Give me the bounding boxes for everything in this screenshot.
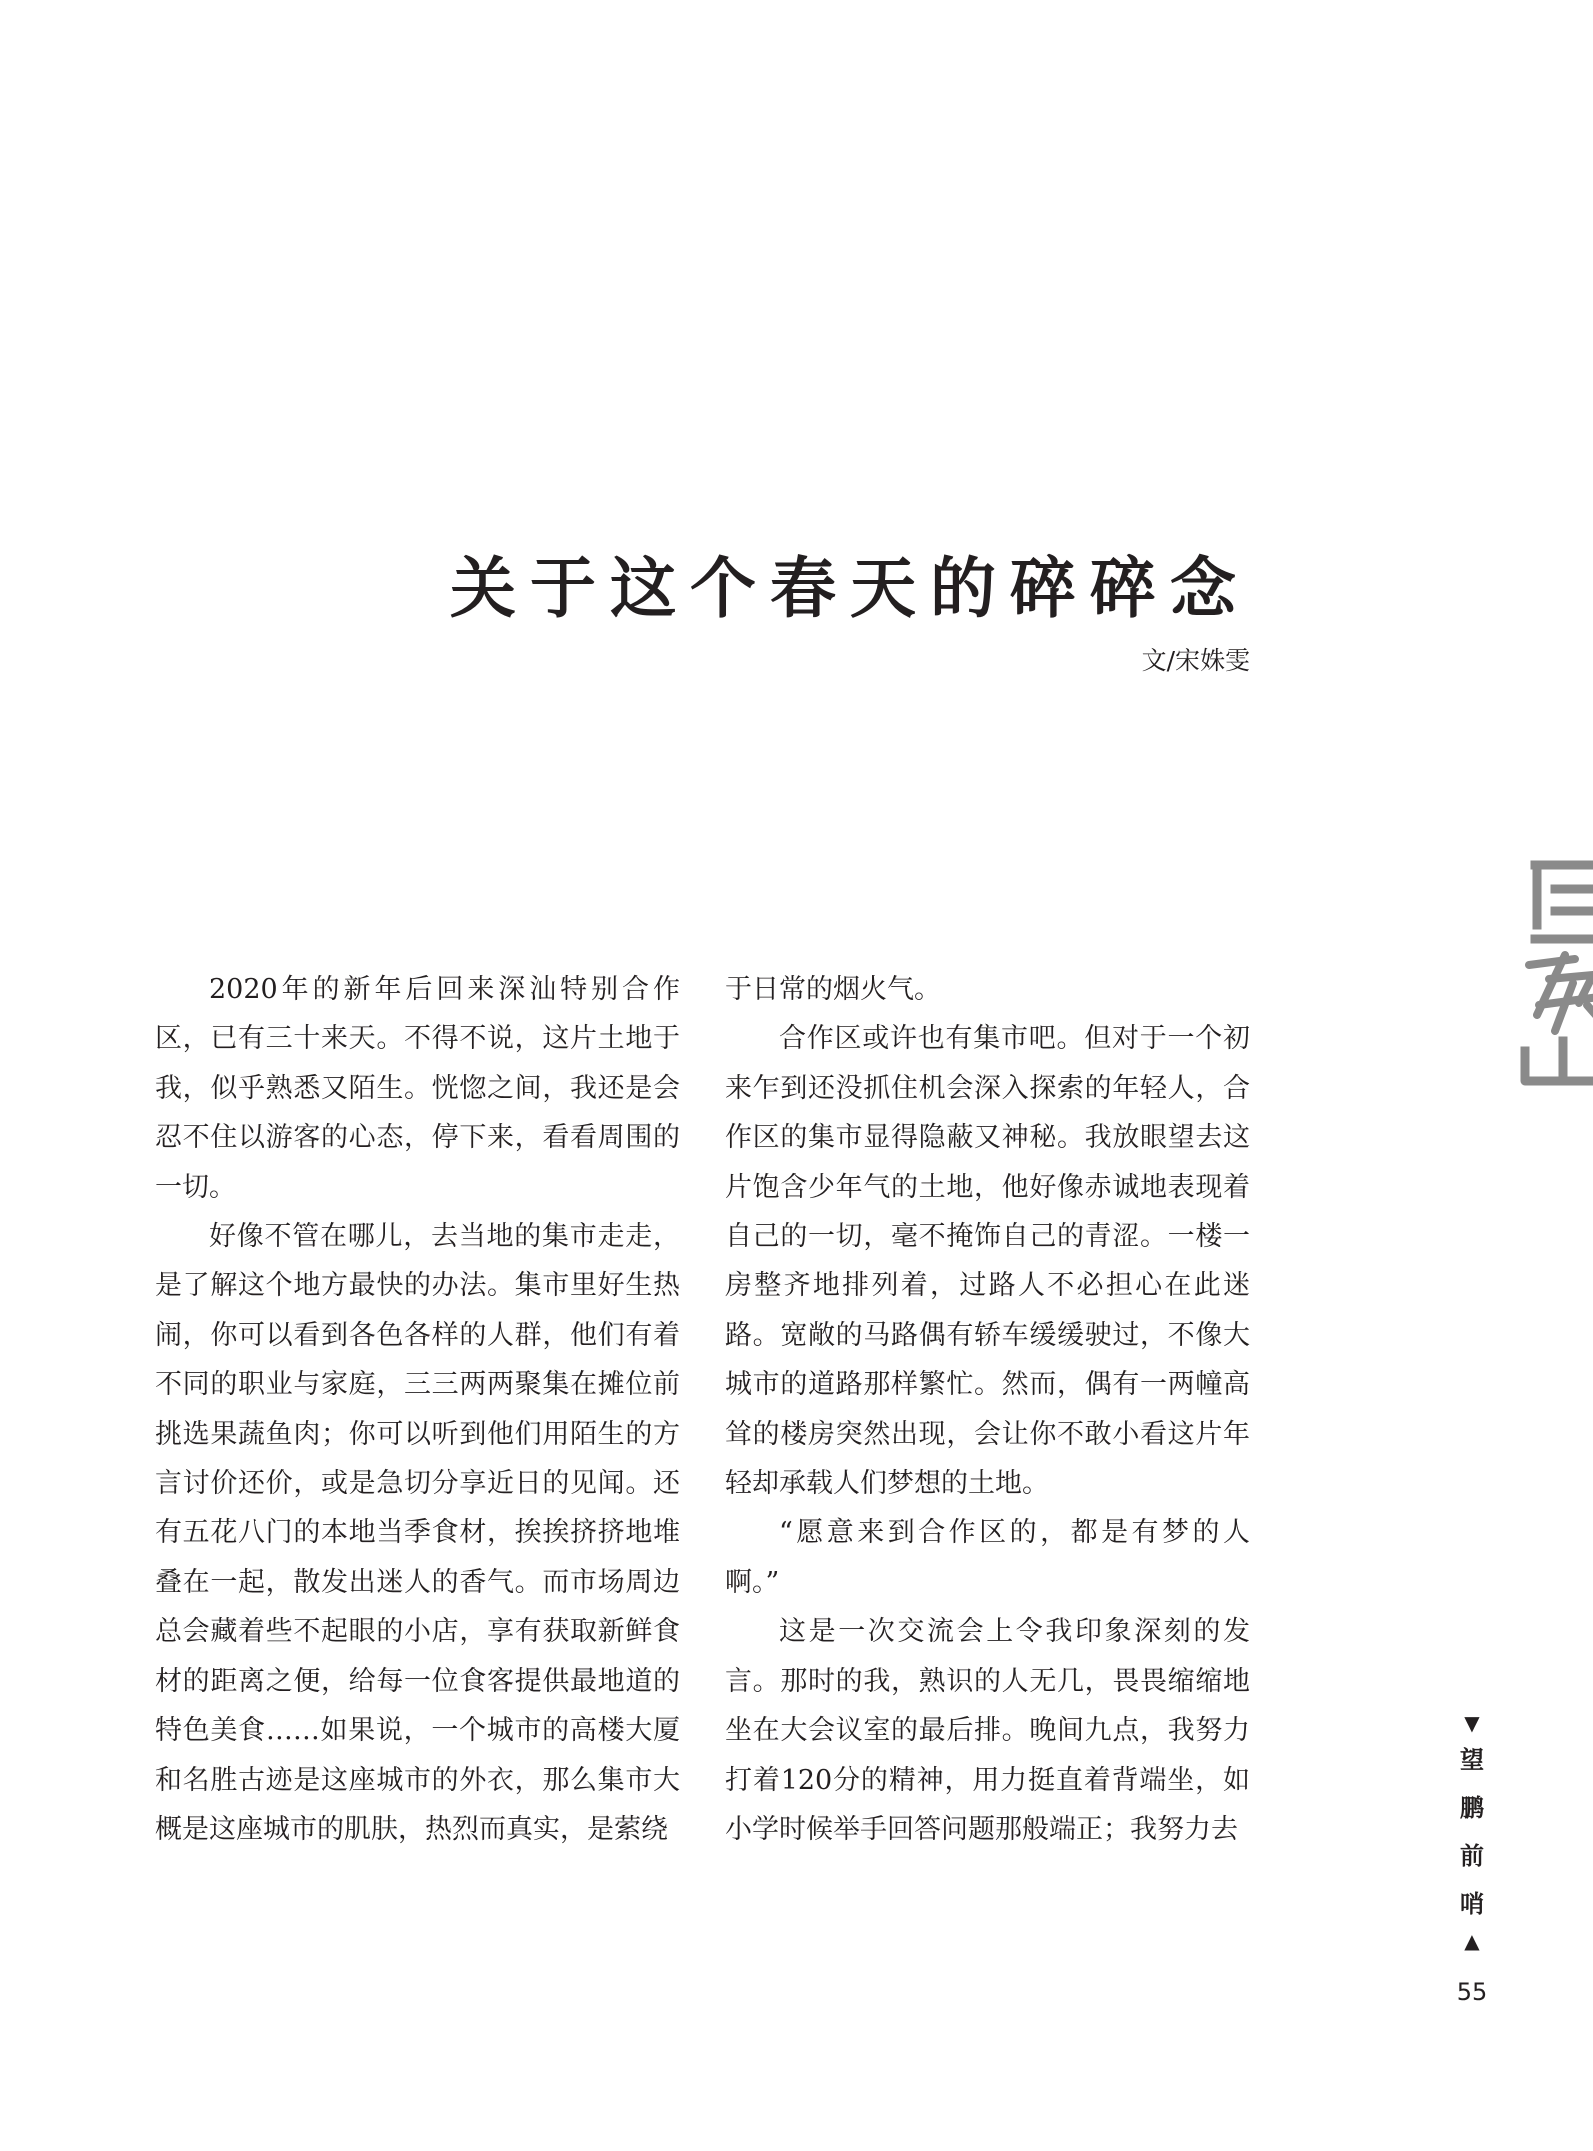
article-title: 关于这个春天的碎碎念: [450, 549, 1250, 627]
seal-emblem-icon: [1515, 855, 1593, 1095]
body-column-left: [155, 965, 680, 1854]
article-byline: 文/宋姝雯: [1141, 646, 1250, 675]
triangle-down-icon: ▼: [1464, 1711, 1480, 1735]
triangle-up-icon: ▲: [1464, 1929, 1480, 1953]
section-tab-char: 鹏: [1460, 1794, 1484, 1822]
paragraph: 这是一次交流会上令我印象深刻的发言。那时的我，熟识的人无几，畏畏缩缩地坐在大会议室的最后排。晚间九点，我努力打着120分的精神，用力挺直着背端坐，如小学时候举手回答问题那般端正；我努力去: [725, 1616, 1250, 1845]
paragraph-quote: “愿意来到合作区的，都是有梦的人啊。”: [725, 1517, 1250, 1598]
paragraph: 好像不管在哪儿，去当地的集市走走，是了解这个地方最快的办法。集市里好生热闹，你可以看到各色各样的人群，他们有着不同的职业与家庭，三三两两聚集在摊位前挑选果蔬鱼肉；你可以听到他们用陌生的方言讨价还价，或是急切分享近日的见闻。还有五花八门的本地当季食材，挨挨挤挤地堆叠在一起，散发出迷人的香气。而市场周边总会藏着些不起眼的小店，享有获取新鲜食材的距离之便，给每一位食客提供最地道的特色美食……如果说，一个城市的高楼大厦和名胜古迹是这座城市的外衣，那么集市大概是这座城市的肌肤，热烈而真实，是萦绕: [155, 1221, 680, 1845]
paragraph: 合作区或许也有集市吧。但对于一个初来乍到还没抓住机会深入探索的年轻人，合作区的集市显得隐蔽又神秘。我放眼望去这片饱含少年气的土地，他好像赤诚地表现着自己的一切，毫不掩饰自己的青涩。一楼一房整齐地排列着，过路人不必担心在此迷路。宽敞的马路偶有轿车缓缓驶过，不像大城市的道路那样繁忙。然而，偶有一两幢高耸的楼房突然出现，会让你不敢小看这片年轻却承载人们梦想的土地。: [725, 1023, 1250, 1500]
page-number: 55: [1456, 1978, 1488, 2006]
section-tab-char: 望: [1460, 1746, 1484, 1774]
section-tab-char: 前: [1460, 1842, 1484, 1870]
body-column-right: [725, 965, 1250, 1854]
paragraph-continued: 于日常的烟火气。: [725, 974, 941, 1005]
paragraph: 2020年的新年后回来深汕特别合作区，已有三十来天。不得不说，这片土地于我，似乎熟悉又陌生。恍惚之间，我还是会忍不住以游客的心态，停下来，看看周围的一切。: [155, 974, 680, 1203]
section-tab-char: 哨: [1460, 1890, 1484, 1918]
section-tab: [1450, 1710, 1494, 1954]
